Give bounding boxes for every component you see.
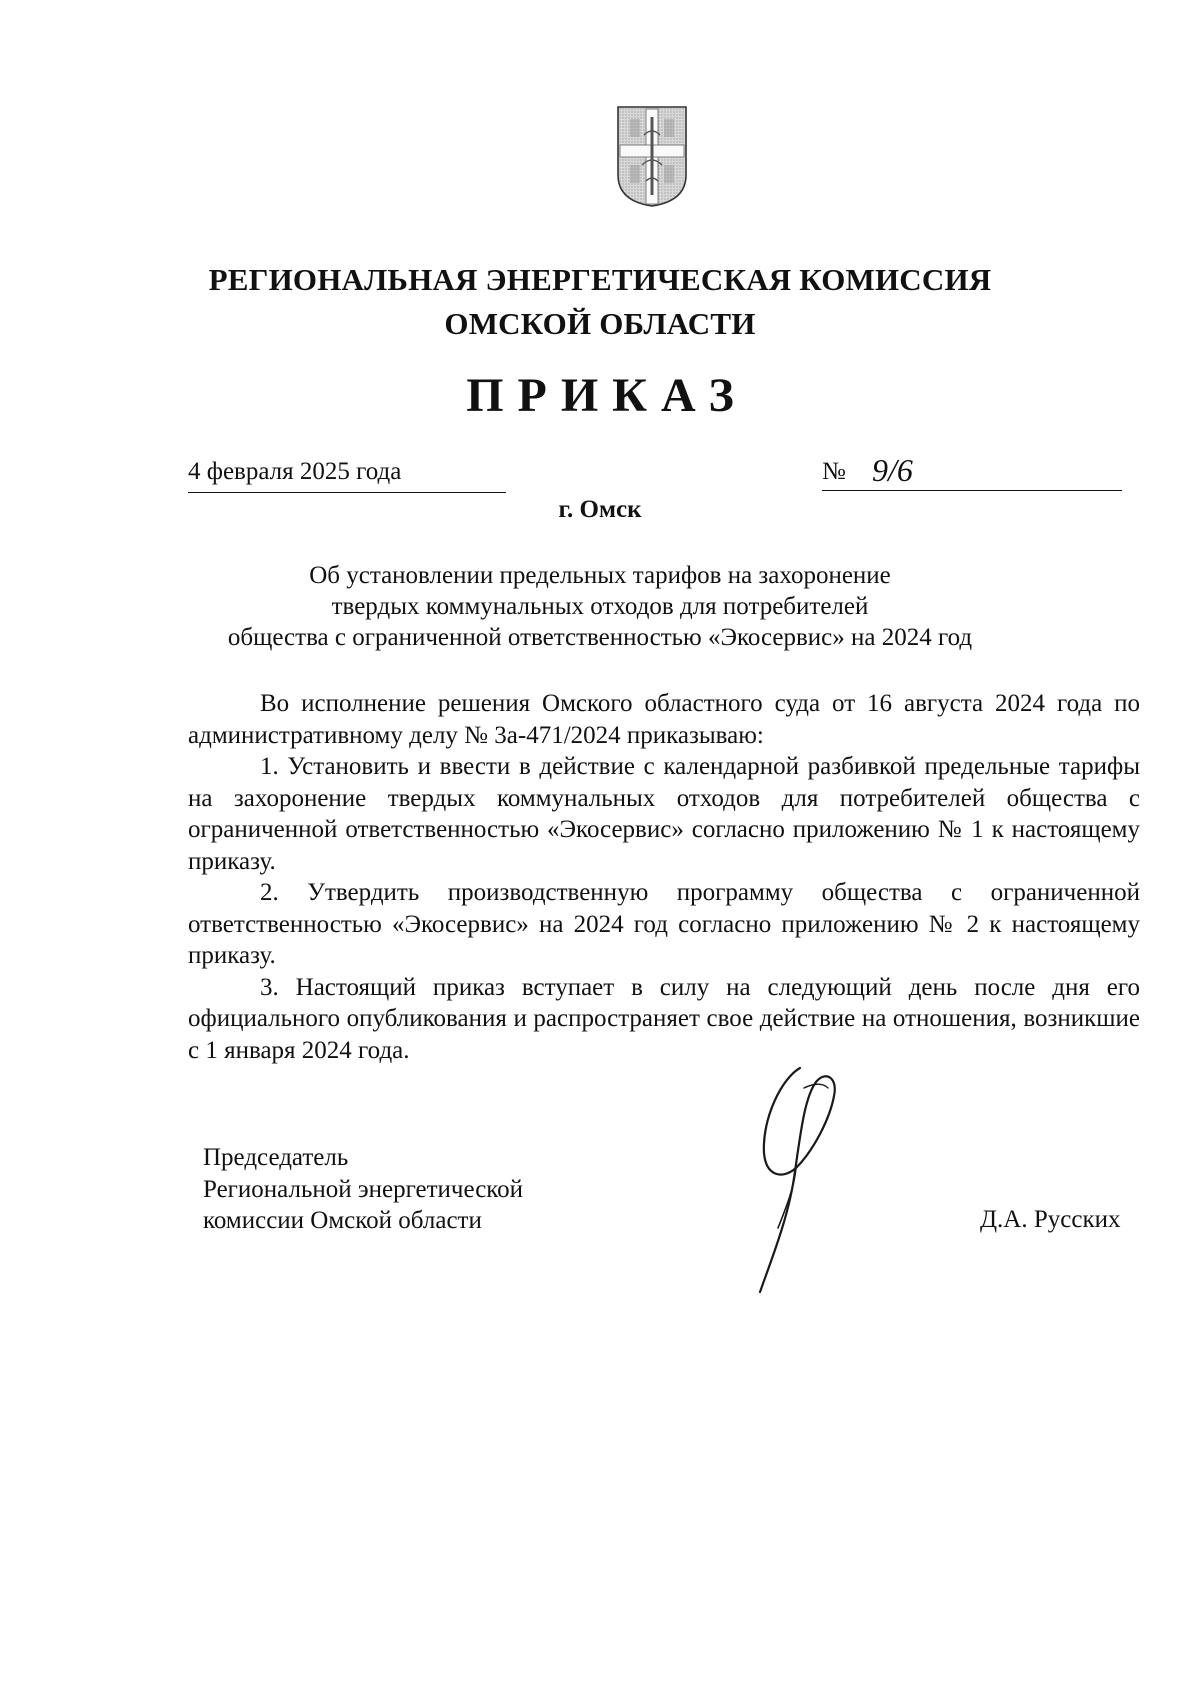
- subject-line: Об установлении предельных тарифов на захоронение: [309, 562, 891, 589]
- body-paragraph-item3: 3. Настоящий приказ вступает в силу на следующий день после дня его официального опубликования и распространяет свое действие на отношения, возникшие с 1 января 2024 года.: [188, 973, 1140, 1064]
- subject-line: общества с ограниченной ответственностью «Экосервис» на 2024 год: [227, 624, 973, 651]
- organization-name-line2: ОМСКОЙ ОБЛАСТИ: [444, 306, 756, 341]
- document-number-value: 9/6: [872, 452, 913, 488]
- document-subject: [100, 560, 1100, 653]
- body-paragraph-item2: 2. Утвердить производственную программу общества с ограниченной ответственностью «Экосервис» на 2024 год согласно приложению № 2 к настоящему приказу.: [188, 879, 1140, 969]
- signer-position: [203, 1142, 523, 1237]
- signer-position-line: Региональной энергетической: [203, 1175, 524, 1203]
- subject-line: твердых коммунальных отходов для потребителей: [331, 593, 869, 620]
- signer-position-line: комиссии Омской области: [203, 1207, 482, 1234]
- document-city: г. Омск: [558, 496, 642, 523]
- signer-position-line: Председатель: [203, 1144, 349, 1171]
- number-underline: [822, 490, 1122, 491]
- signature-icon: [742, 1058, 862, 1298]
- document-number-label: №: [822, 458, 846, 485]
- signer-name: Д.А. Русских: [980, 1206, 1121, 1233]
- body-paragraph-intro: Во исполнение решения Омского областного суда от 16 августа 2024 года по административному делу № 3а-471/2024 приказываю:: [188, 690, 1140, 749]
- document-type-title: ПРИКАЗ: [466, 369, 748, 422]
- body-paragraph-item1: 1. Установить и ввести в действие с календарной разбивкой предельные тарифы на захоронение твердых коммунальных отходов для потребителей общества с ограниченной ответственностью «Экосервис» согласно приложению № 1 к настоящему приказу.: [188, 753, 1140, 875]
- coat-of-arms-icon: [616, 105, 688, 208]
- organization-name-line1: РЕГИОНАЛЬНАЯ ЭНЕРГЕТИЧЕСКАЯ КОМИССИЯ: [208, 262, 992, 297]
- date-underline: [188, 492, 506, 493]
- document-body: [188, 688, 1140, 1066]
- document-date: 4 февраля 2025 года: [188, 458, 402, 485]
